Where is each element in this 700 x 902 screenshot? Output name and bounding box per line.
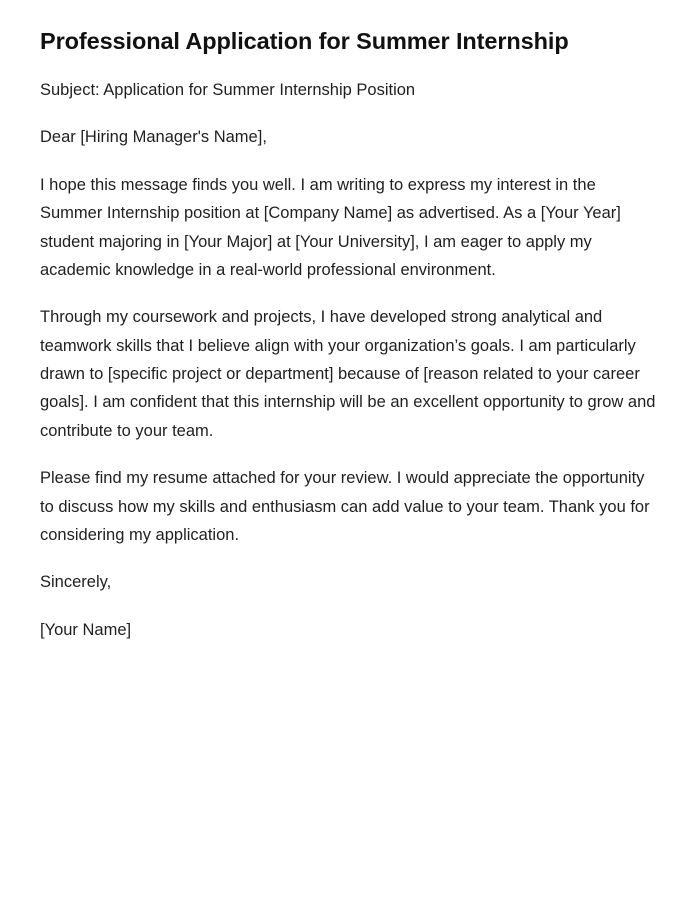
paragraph-signature-name: [Your Name] <box>40 620 132 639</box>
paragraph-signoff: Sincerely, <box>40 573 112 592</box>
paragraph-closing-request: Please find my resume attached for your review. I would appreciate the opportunity to discuss how my skills and enthusiasm can add value to your team. Thank you for considering my application. <box>40 469 650 544</box>
paragraph-intro: I hope this message finds you well. I am writing to express my interest in the Summer Internship position at [Company Name] as advertised. As a [Your Year] student majoring in [Your Major] at [Your University], I am eager to apply my academic knowledge in a real-world professional environment. <box>40 175 621 279</box>
paragraph-skills: Through my coursework and projects, I have developed strong analytical and teamwork skills that I believe align with your organization’s goals. I am particularly drawn to [specific project or department] because of [reason related to your career goals]. I am confident that this internship will be an excellent opportunity to grow and contribute to your team. <box>40 308 656 440</box>
document-body <box>40 76 660 644</box>
paragraph-subject: Subject: Application for Summer Internship Position <box>40 81 416 100</box>
paragraph-salutation: Dear [Hiring Manager's Name], <box>40 128 267 147</box>
page-title: Professional Application for Summer Internship <box>40 28 569 54</box>
